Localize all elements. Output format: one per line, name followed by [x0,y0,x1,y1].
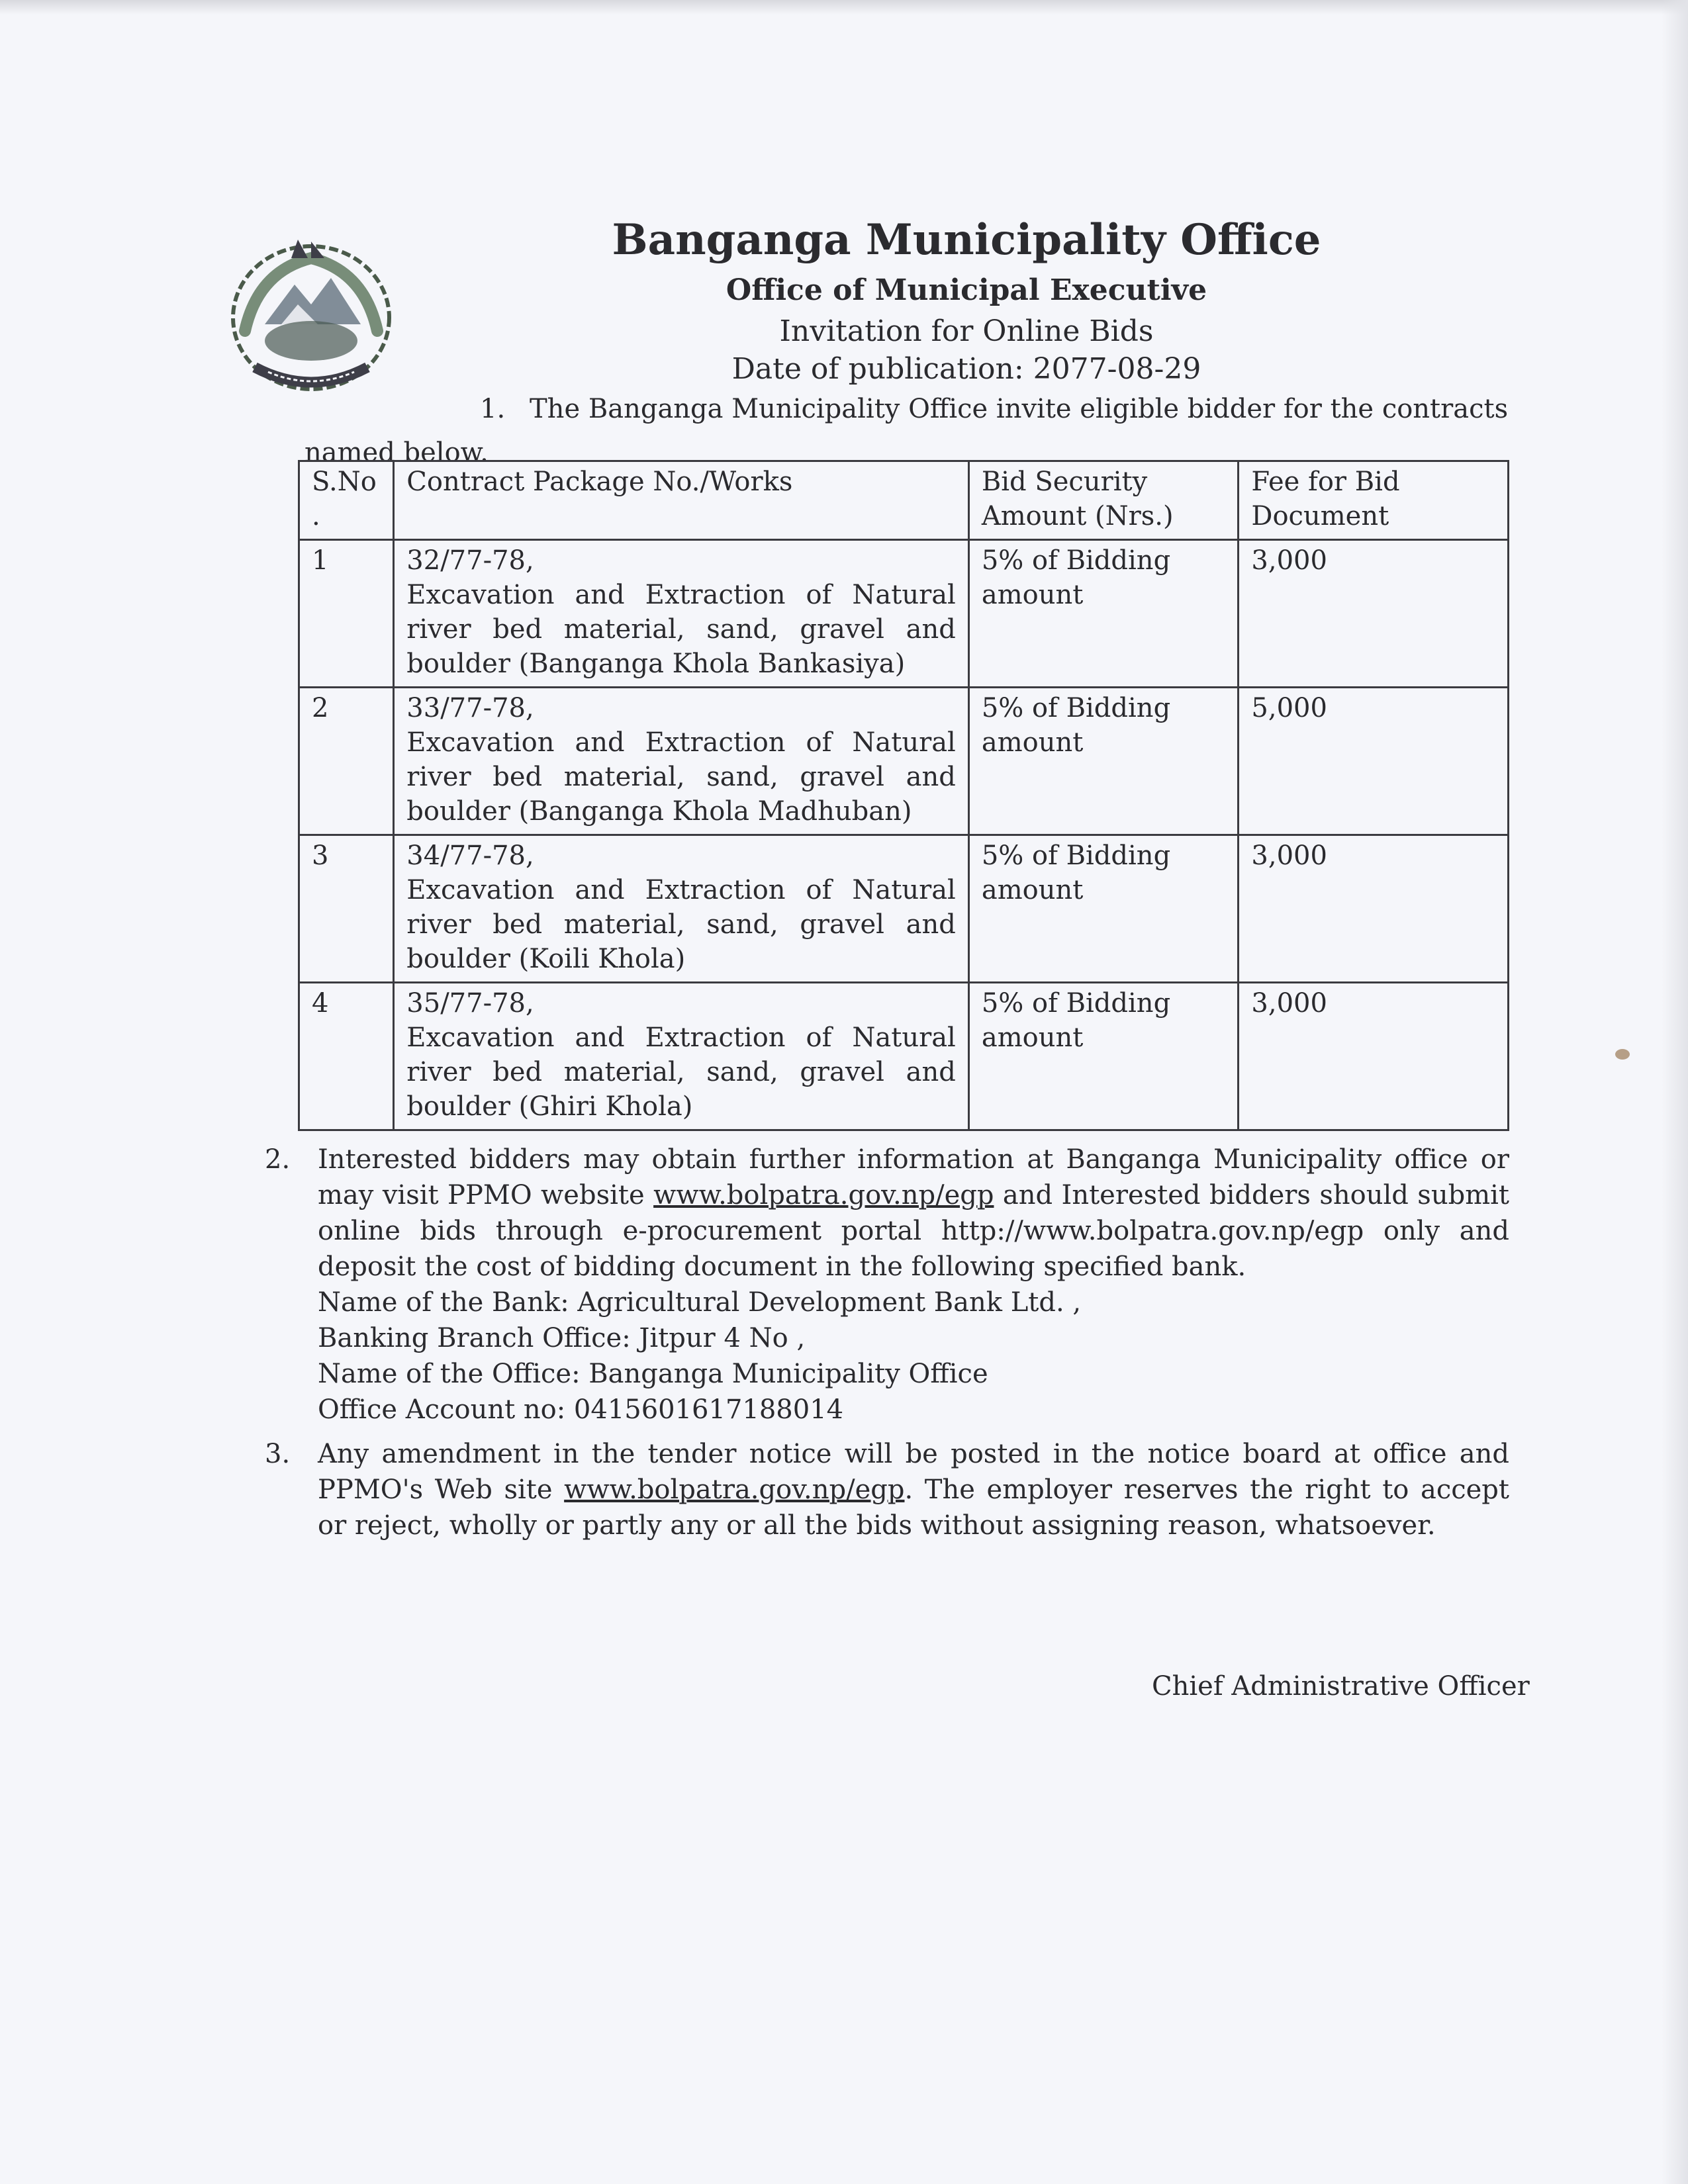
paragraph-2-number: 2. [265,1144,291,1175]
bank-name: Name of the Bank: Agricultural Development Bank Ltd. , [318,1287,1082,1318]
row-fee: 3,000 [1239,835,1509,983]
row-package-no: 33/77-78, [406,693,534,723]
contracts-table [298,460,1509,1131]
scan-edge-top [0,0,1688,15]
paragraph-2-body [318,1142,1509,1428]
table-header-row [299,461,1509,540]
row-fee: 3,000 [1239,983,1509,1130]
office-title: Banganga Municipality Office [612,215,1321,265]
row-bid-security: 5% of Bidding amount [968,983,1239,1130]
intro-text-line1: The Banganga Municipality Office invite eligible bidder for the contracts [530,394,1509,424]
row-works [394,983,969,1130]
row-fee: 3,000 [1239,540,1509,688]
signatory-title: Chief Administrative Officer [1152,1671,1530,1702]
row-work-description: Excavation and Extraction of Natural river bed material, sand, gravel and boulder (Banganga Khola Bankasiya) [406,580,956,679]
office-account-number: Office Account no: 0415601617188014 [318,1394,844,1425]
table-row [299,540,1509,688]
paragraph-3-number: 3. [265,1439,291,1469]
row-sno: 2 [299,688,394,835]
scan-speck [1615,1049,1630,1060]
row-work-description: Excavation and Extraction of Natural river bed material, sand, gravel and boulder (Ghiri Khola) [406,1023,956,1122]
row-sno: 1 [299,540,394,688]
paragraph-2-text-a: Interested bidders may obtain further information at Banganga Municipality office or may visit PPMO website [318,1144,1509,1210]
paragraph-3-body [318,1436,1509,1543]
row-package-no: 35/77-78, [406,988,534,1019]
row-bid-security: 5% of Bidding amount [968,688,1239,835]
paragraph-2-text-b: and Interested bidders should submit online bids through e-procurement portal http://www.bolpatra.gov.np/egp only and deposit the cost of bidding document in the following specified bank. [318,1180,1510,1282]
publication-date: Date of publication: 2077-08-29 [731,352,1201,386]
bolpatra-website-link[interactable]: www.bolpatra.gov.np/egp [564,1475,905,1505]
row-package-no: 34/77-78, [406,841,534,871]
intro-number: 1. [480,394,506,424]
office-name: Name of the Office: Banganga Municipality Office [318,1359,988,1389]
row-bid-security: 5% of Bidding amount [968,540,1239,688]
header-works: Contract Package No./Works [394,461,969,540]
table-row [299,983,1509,1130]
header-fee: Fee for Bid Document [1239,461,1509,540]
bank-branch: Banking Branch Office: Jitpur 4 No , [318,1323,806,1353]
row-work-description: Excavation and Extraction of Natural river bed material, sand, gravel and boulder (Banganga Khola Madhuban) [406,727,956,827]
notice-type: Invitation for Online Bids [779,314,1154,348]
row-sno: 3 [299,835,394,983]
row-package-no: 32/77-78, [406,545,534,576]
row-works [394,540,969,688]
row-works [394,688,969,835]
row-sno: 4 [299,983,394,1130]
paragraph-3-text-a: Any amendment in the tender notice will be posted in the notice board at office and PPMO's Web site [318,1439,1509,1505]
row-works [394,835,969,983]
nepal-government-emblem-icon [218,232,404,397]
row-bid-security: 5% of Bidding amount [968,835,1239,983]
office-subtitle: Office of Municipal Executive [726,273,1207,307]
table-row [299,835,1509,983]
table-row [299,688,1509,835]
paragraph-3-text-b: . The employer reserves the right to accept or reject, wholly or partly any or all the bids without assigning reason, whatsoever. [318,1475,1509,1541]
header-sno: S.No . [299,461,394,540]
intro-text-line2: named below. [305,437,489,468]
scan-edge-right [1662,0,1688,2184]
row-fee: 5,000 [1239,688,1509,835]
row-work-description: Excavation and Extraction of Natural river bed material, sand, gravel and boulder (Koili Khola) [406,875,956,974]
header-bid-security: Bid Security Amount (Nrs.) [968,461,1239,540]
ppmo-website-link[interactable]: www.bolpatra.gov.np/egp [653,1180,994,1210]
